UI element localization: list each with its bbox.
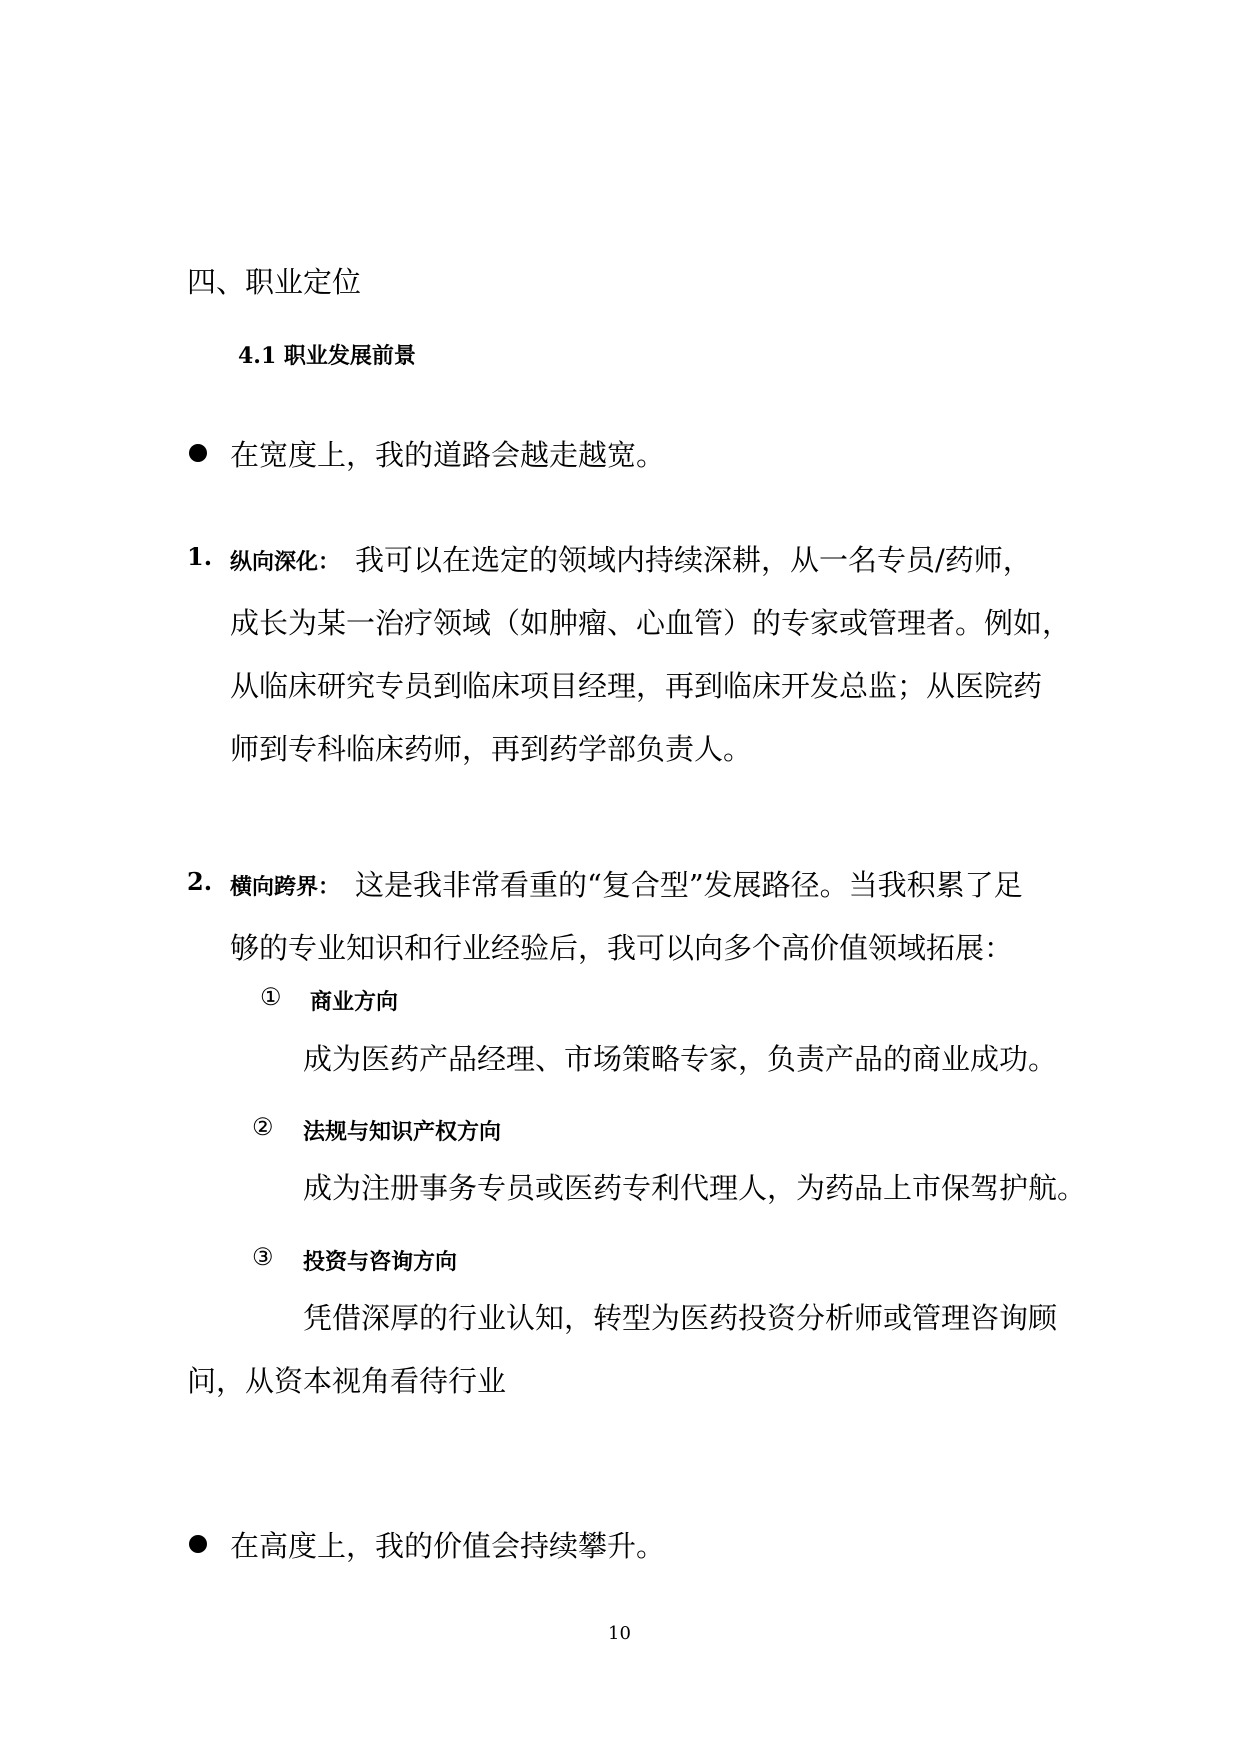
subsection-title: 4.1 职业发展前景 (238, 343, 416, 369)
item-label: 横向跨界： (230, 874, 341, 900)
item-text-line: 够的专业知识和行业经验后，我可以向多个高价值领域拓展： (230, 931, 1014, 965)
direction-marker: ③ (252, 1243, 274, 1271)
bullet-dot-icon (189, 444, 207, 462)
section-title: 四、职业定位 (187, 265, 362, 299)
item-text-line: 成长为某一治疗领域（如肿瘤、心血管）的专家或管理者。例如， (230, 606, 1072, 640)
item-text-line: 从临床研究专员到临床项目经理，再到临床开发总监；从医院药 (230, 669, 1043, 703)
direction-title: 商业方向 (310, 989, 399, 1015)
direction-marker: ① (260, 983, 282, 1011)
item-label: 纵向深化： (230, 549, 341, 575)
direction-title: 投资与咨询方向 (303, 1249, 458, 1275)
bullet-text-width: 在宽度上，我的道路会越走越宽。 (230, 438, 666, 472)
item-number: 2. (187, 867, 213, 896)
item-text-line: 师到专科临床药师，再到药学部负责人。 (230, 732, 753, 766)
item-number: 1. (187, 542, 213, 571)
direction-text-line: 问，从资本视角看待行业 (187, 1364, 507, 1398)
direction-marker: ② (252, 1113, 274, 1141)
direction-title: 法规与知识产权方向 (303, 1119, 502, 1145)
bullet-dot-icon (189, 1535, 207, 1553)
item-text-line: 我可以在选定的领域内持续深耕，从一名专员/药师， (355, 543, 1032, 577)
page-number: 10 (608, 1623, 631, 1644)
bullet-text-height: 在高度上，我的价值会持续攀升。 (230, 1529, 666, 1563)
direction-text-line: 成为医药产品经理、市场策略专家，负责产品的商业成功。 (303, 1042, 1058, 1076)
direction-text-line: 成为注册事务专员或医药专利代理人，为药品上市保驾护航。 (303, 1171, 1087, 1205)
direction-text-line: 凭借深厚的行业认知，转型为医药投资分析师或管理咨询顾 (303, 1301, 1058, 1335)
item-text-line: 这是我非常看重的“复合型”发展路径。当我积累了足 (355, 868, 1023, 902)
